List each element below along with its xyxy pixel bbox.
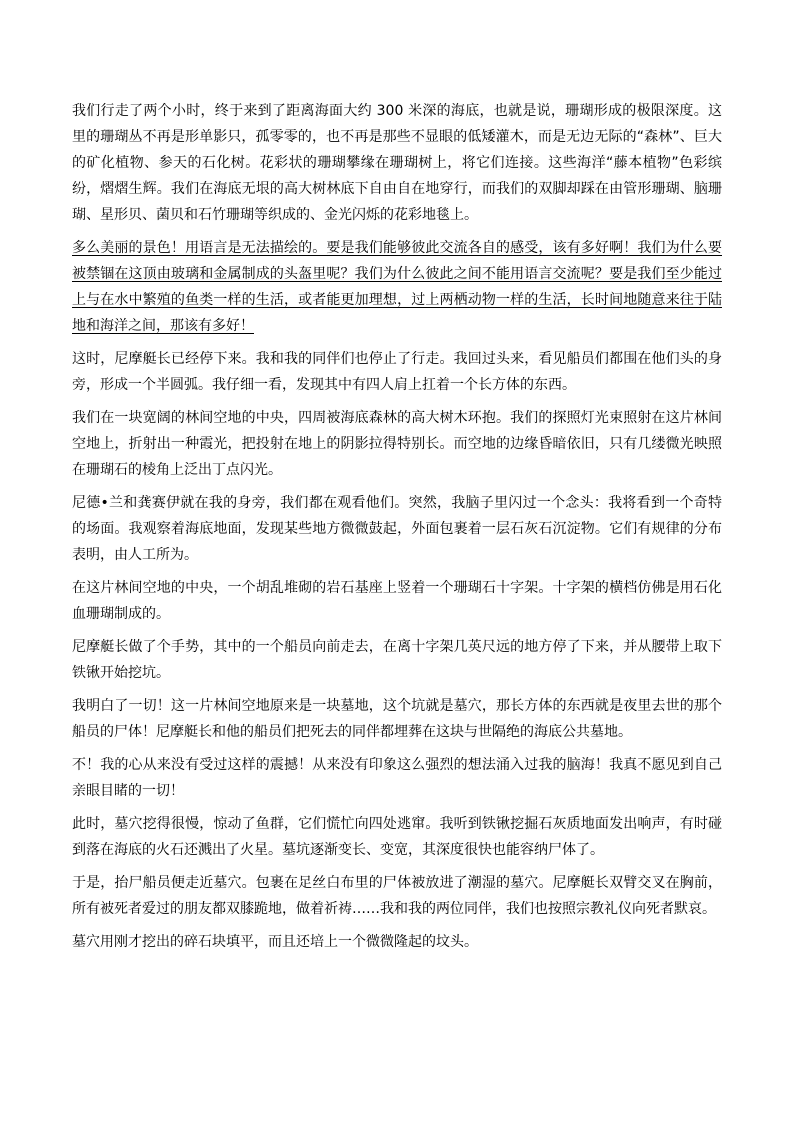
paragraph-2-underlined: 多么美丽的景色！用语言是无法描绘的。要是我们能够彼此交流各自的感受，该有多好啊！我们为什么要被禁锢在这顶由玻璃和金属制成的头盔里呢？我们为什么彼此之间不能用语言交流呢？要是我们至少能过上与在水中繁殖的鱼类一样的生活，或者能更加理想，过上两栖动物一样的生活，长时间地随意来往于陆地和海洋之间，那该有多好！ (72, 240, 722, 334)
paragraph-4: 我们在一块宽阔的林间空地的中央，四周被海底森林的高大树木环抱。我们的探照灯光束照射在这片林间空地上，折射出一种霞光，把投射在地上的阴影拉得特别长。而空地的边缘昏暗依旧，只有几缕微光映照在珊瑚石的棱角上泛出丁点闪光。 (72, 410, 722, 478)
document-body (72, 98, 722, 962)
paragraph-10: 此时，墓穴挖得很慢，惊动了鱼群，它们慌忙向四处逃窜。我听到铁锹挖掘石灰质地面发出响声，有时碰到落在海底的火石还溅出了火星。墓坑逐渐变长、变宽，其深度很快也能容纳尸体了。 (72, 816, 722, 858)
paragraph-5: 尼德•兰和龚赛伊就在我的身旁，我们都在观看他们。突然，我脑子里闪过一个念头：我将看到一个奇特的场面。我观察着海底地面，发现某些地方微微鼓起，外面包裹着一层石灰石沉淀物。它们有规律的分布表明，由人工所为。 (72, 495, 722, 563)
paragraph-11: 于是，抬尸船员便走近墓穴。包裹在足丝白布里的尸体被放进了潮湿的墓穴。尼摩艇长双臂交叉在胸前，所有被死者爱过的朋友都双膝跪地，做着祈祷……我和我的两位同伴，我们也按照宗教礼仪向死者默哀。 (72, 875, 722, 917)
paragraph-6: 在这片林间空地的中央，一个胡乱堆砌的岩石基座上竖着一个珊瑚石十字架。十字架的横档仿佛是用石化血珊瑚制成的。 (72, 580, 722, 622)
paragraph-7: 尼摩艇长做了个手势，其中的一个船员向前走去，在离十字架几英尺远的地方停了下来，并从腰带上取下铁锹开始挖坑。 (72, 639, 722, 681)
paragraph-1: 我们行走了两个小时，终于来到了距离海面大约 300 米深的海底，也就是说，珊瑚形成的极限深度。这里的珊瑚丛不再是形单影只，孤零零的，也不再是那些不显眼的低矮灌木，而是无边无际的“森林”、巨大的矿化植物、参天的石化树。花彩状的珊瑚攀缘在珊瑚树上，将它们连接。这些海洋“藤本植物”色彩缤纷，熠熠生辉。我们在海底无垠的高大树林底下自由自在地穿行，而我们的双脚却踩在由管形珊瑚、脑珊瑚、星形贝、菌贝和石竹珊瑚等织成的、金光闪烁的花彩地毯上。 (72, 103, 722, 223)
paragraph-3: 这时，尼摩艇长已经停下来。我和我的同伴们也停止了行走。我回过头来，看见船员们都围在他们头的身旁，形成一个半圆弧。我仔细一看，发现其中有四人肩上扛着一个长方体的东西。 (72, 351, 722, 393)
paragraph-8: 我明白了一切！这一片林间空地原来是一块墓地，这个坑就是墓穴，那长方体的东西就是夜里去世的那个船员的尸体！尼摩艇长和他的船员们把死去的同伴都埋葬在这块与世隔绝的海底公共墓地。 (72, 698, 722, 740)
paragraph-12: 墓穴用刚才挖出的碎石块填平，而且还培上一个微微隆起的坟头。 (72, 934, 478, 950)
paragraph-9: 不！我的心从来没有受过这样的震撼！从来没有印象这么强烈的想法涌入过我的脑海！我真不愿见到自己亲眼目睹的一切！ (72, 757, 722, 799)
